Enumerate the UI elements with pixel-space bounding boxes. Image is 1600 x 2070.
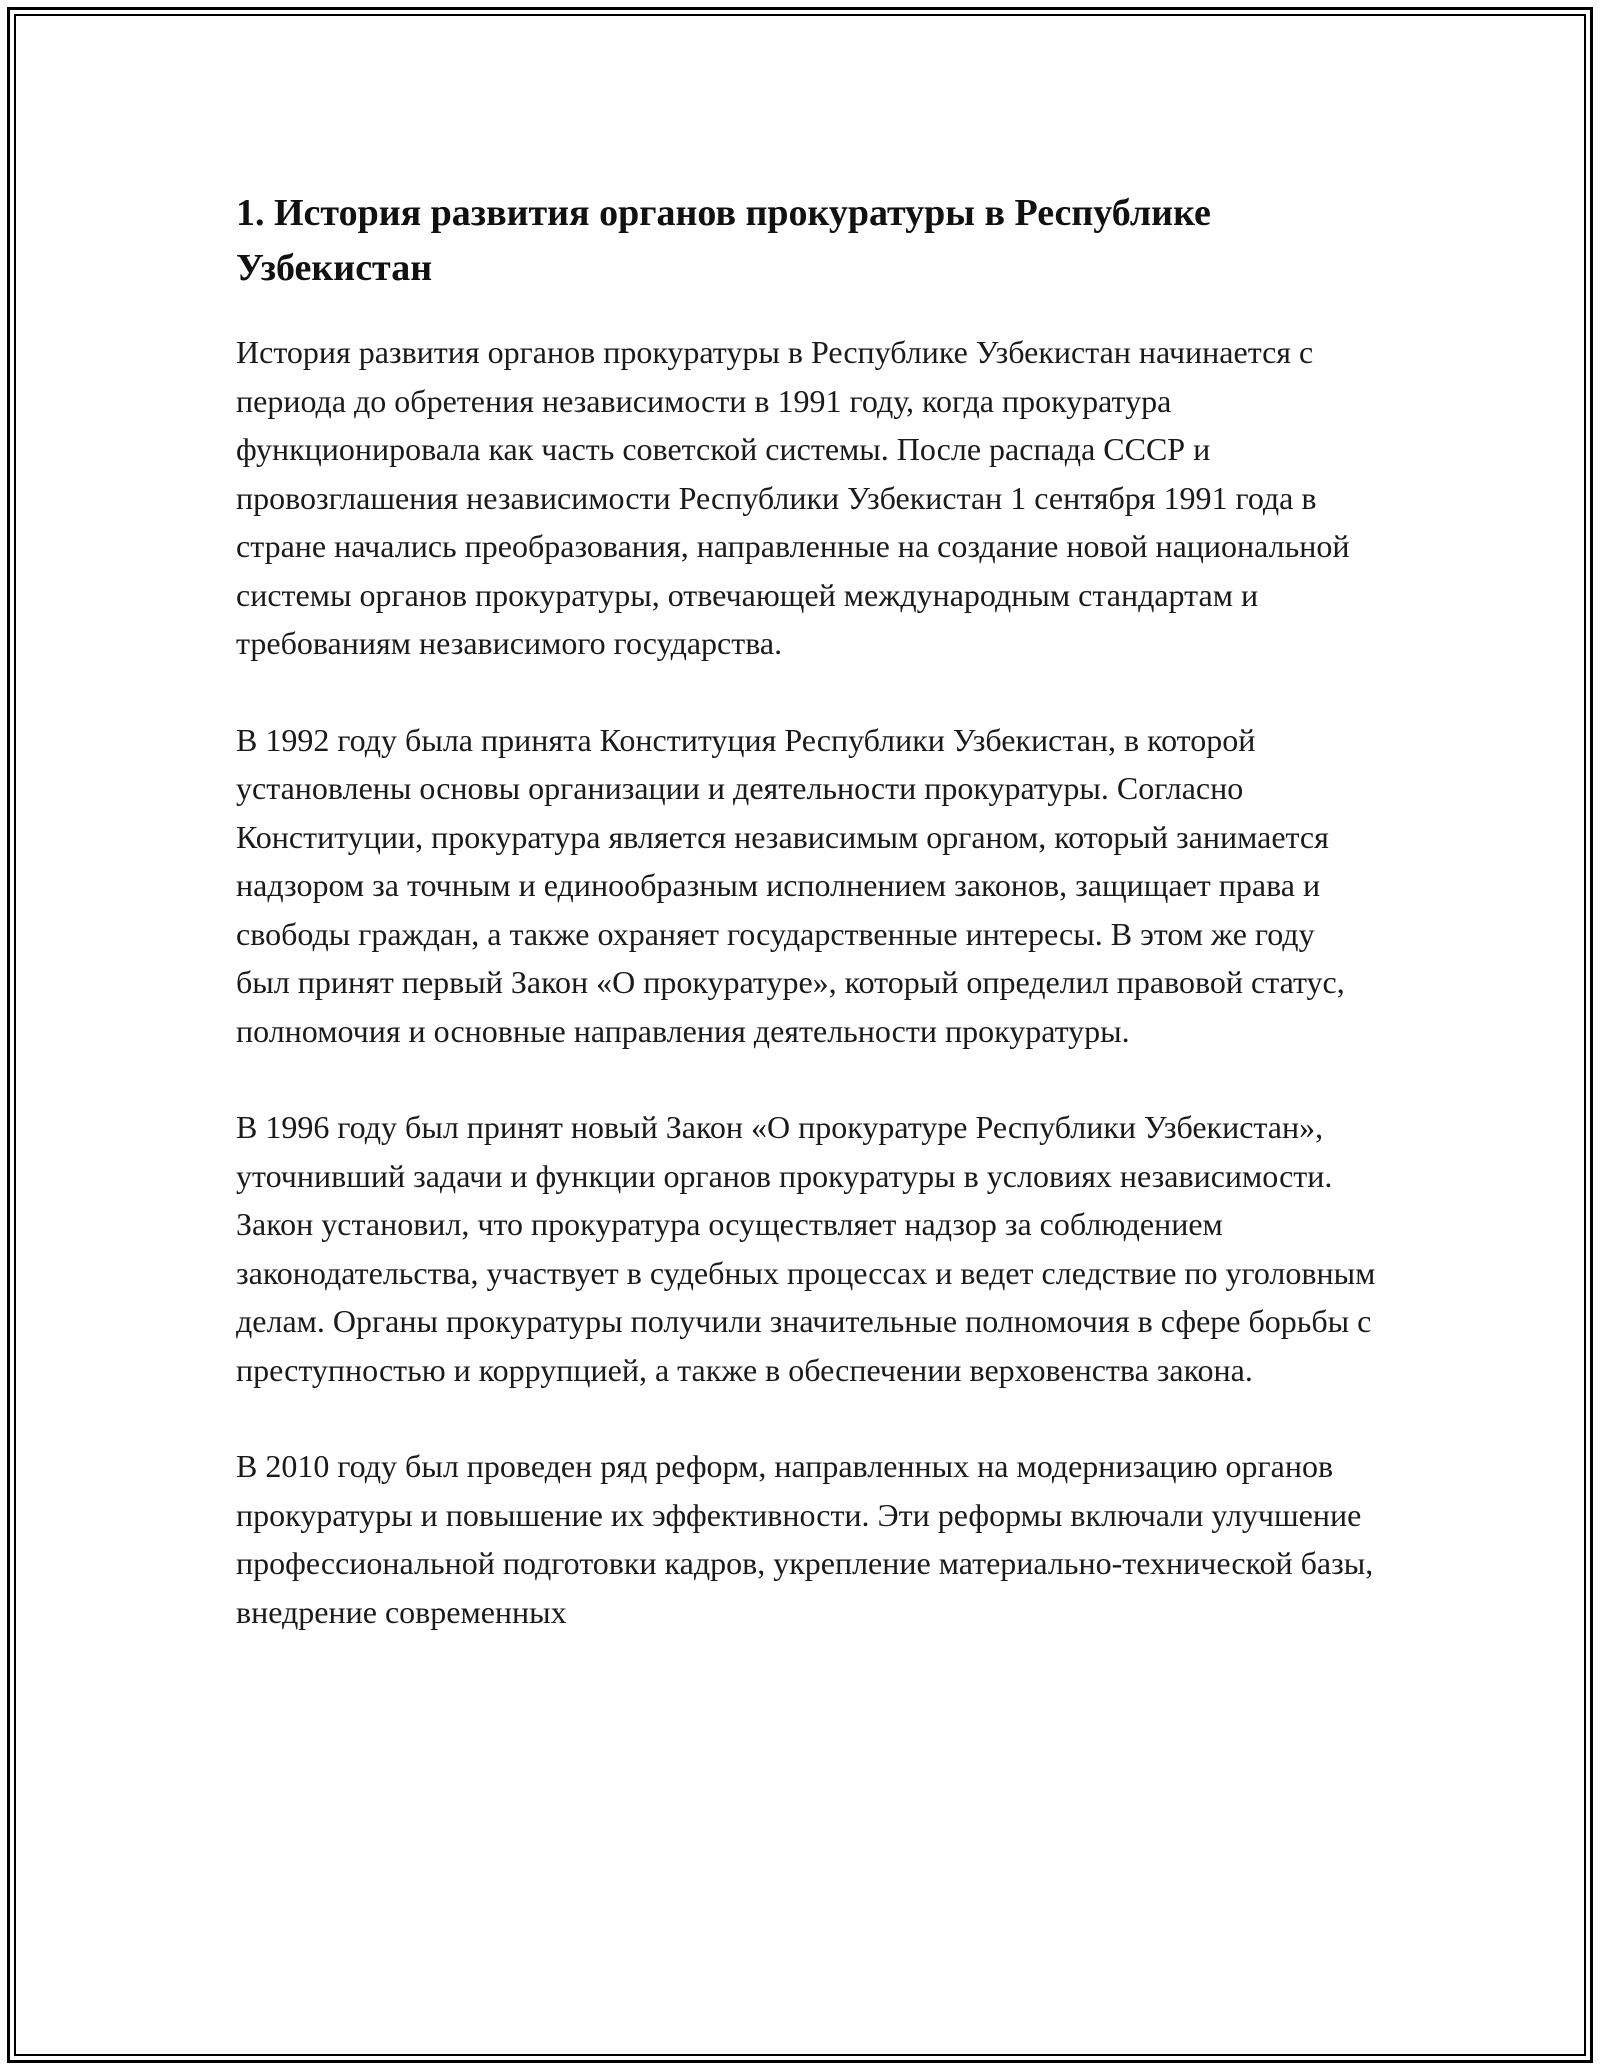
paragraph-3: В 1996 году был принят новый Закон «О прокуратуре Республики Узбекистан», уточнивший задачи и функции органов прокуратуры в условиях независимости. Закон установил, что прокуратура осуществляет надзор за соблюдением законодательства, участвует в судебных процессах и ведет следствие по уголовным делам. Органы прокуратуры получили значительные полномочия в сфере борьбы с преступностью и коррупцией, а также в обеспечении верховенства закона. — [236, 1109, 1376, 1388]
document-body — [236, 186, 1376, 1684]
paragraph-1: История развития органов прокуратуры в Республике Узбекистан начинается с периода до обретения независимости в 1991 году, когда прокуратура функционировала как часть советской системы. После распада СССР и провозглашения независимости Республики Узбекистан 1 сентября 1991 года в стране начались преобразования, направленные на создание новой национальной системы органов прокуратуры, отвечающей международным стандартам и требованиям независимого государства. — [236, 334, 1350, 661]
section-heading: 1. История развития органов прокуратуры в Республике Узбекистан — [236, 192, 1211, 289]
paragraph-4: В 2010 году был проведен ряд реформ, направленных на модернизацию органов прокуратуры и повышение их эффективности. Эти реформы включали улучшение профессиональной подготовки кадров, укрепление материально-технической базы, внедрение современных — [236, 1448, 1374, 1630]
paragraph-2: В 1992 году была принята Конституция Республики Узбекистан, в которой установлены основы организации и деятельности прокуратуры. Согласно Конституции, прокуратура является независимым органом, который занимается надзором за точным и единообразным исполнением законов, защищает права и свободы граждан, а также охраняет государственные интересы. В этом же году был принят первый Закон «О прокуратуре», который определил правовой статус, полномочия и основные направления деятельности прокуратуры. — [236, 721, 1345, 1049]
